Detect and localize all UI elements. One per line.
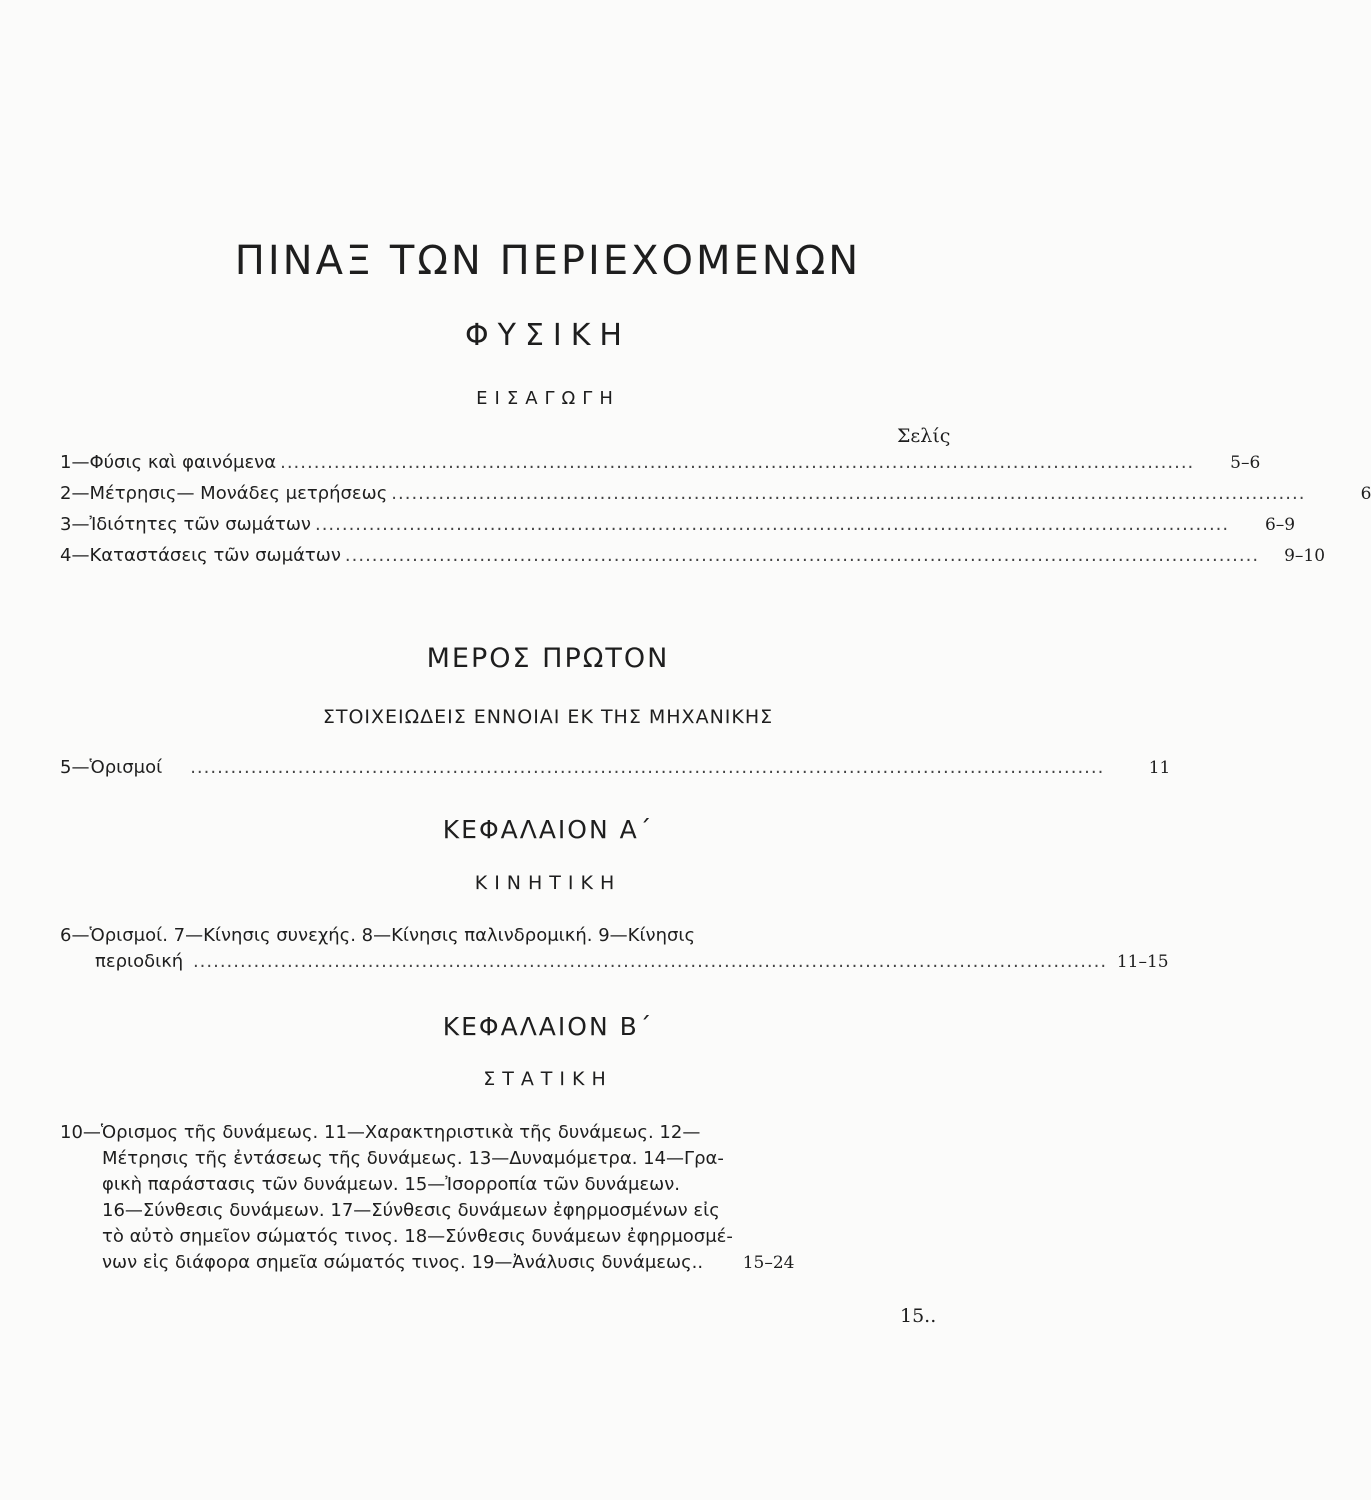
leader-dots: ........................................................................................................................................: [391, 483, 1306, 504]
entry-line-text: νων εἰς διάφορα σημεῖα σώματός τινος. 19—Ἀνάλυσις δυνάμεως..: [102, 1252, 704, 1273]
chapter-b-topic: ΣΤΑΤΙΚΗ: [483, 1068, 613, 1090]
chapter-b-entries: [60, 1120, 950, 1276]
toc-entry-pages: 11: [1148, 758, 1171, 778]
toc-entry-pages: 9–10: [1284, 546, 1326, 566]
toc-entry: [60, 452, 1261, 473]
entry-line-text: περιοδική: [95, 951, 184, 972]
toc-entry-text: 1—Φύσις καὶ φαινόμενα: [60, 452, 277, 473]
leader-dots: ........................................................................................................................................: [280, 452, 1195, 473]
toc-entry-text: 3—Ἰδιότητες τῶν σωμάτων: [60, 514, 311, 535]
leader-dots: ........................................................................................................................................: [192, 951, 1108, 972]
toc-entry: [60, 514, 1296, 535]
entry-line-last: [60, 1250, 950, 1276]
toc-entry-text: 4—Καταστάσεις τῶν σωμάτων: [60, 545, 341, 566]
entry-line-last: [60, 949, 1169, 975]
leader-dots: ........................................................................................................................................: [314, 514, 1230, 535]
entry-line: 6—Ὁρισμοί. 7—Κίνησις συνεχής. 8—Κίνησις παλινδρομική. 9—Κίνησις: [60, 925, 696, 946]
leader-dots: ........................................................................................................................................: [344, 545, 1260, 566]
toc-entry: [60, 757, 1171, 778]
chapter-a-heading: ΚΕΦΑΛΑΙΟΝ Α΄: [442, 815, 654, 844]
toc-entry-pages: 11–15: [1116, 952, 1169, 972]
toc-entry-text: 5—Ὁρισμοί: [60, 757, 163, 778]
toc-entry-pages: 5–6: [1230, 453, 1261, 473]
chapter-b-heading: ΚΕΦΑΛΑΙΟΝ Β΄: [442, 1012, 654, 1041]
entry-line: 16—Σύνθεσις δυνάμεων. 17—Σύνθεσις δυνάμεων ἐφηρμοσμένων εἰς: [102, 1200, 720, 1221]
chapter-a-entries: [60, 923, 1169, 975]
part-one-heading: ΜΕΡΟΣ ΠΡΩΤΟΝ: [426, 643, 670, 674]
entry-line: 10—Ὁρισμος τῆς δυνάμεως. 11—Χαρακτηριστικὰ τῆς δυνάμεως. 12—: [60, 1122, 701, 1143]
entry-line: τὸ αὐτὸ σημεῖον σώματός τινος. 18—Σύνθεσις δυνάμεων ἐφηρμοσμέ-: [102, 1226, 733, 1247]
page-folio: 15..: [900, 1305, 937, 1327]
page-title: ΠΙΝΑΞ ΤΩΝ ΠΕΡΙΕΧΟΜΕΝΩΝ: [234, 238, 862, 284]
leader-space: [713, 1252, 733, 1273]
toc-entry: [60, 545, 1326, 566]
intro-heading: ΕΙΣΑΓΩΓΗ: [476, 388, 620, 409]
part-one-subheading: ΣΤΟΙΧΕΙΩΔΕΙΣ ΕΝΝΟΙΑΙ ΕΚ ΤΗΣ ΜΗΧΑΝΙΚΗΣ: [322, 706, 774, 728]
toc-entry: [60, 483, 1371, 504]
chapter-a-topic: ΚΙΝΗΤΙΚΗ: [474, 872, 622, 894]
entry-line: φικὴ παράστασις τῶν δυνάμεων. 15—Ἰσορροπία τῶν δυνάμεων.: [102, 1174, 680, 1195]
page-column-label: Σελίς: [897, 425, 951, 447]
subject-heading: ΦΥΣΙΚΗ: [465, 318, 631, 353]
toc-entry-pages: 6: [1360, 484, 1371, 504]
leader-dots: ........................................................................................................................................: [190, 757, 1105, 778]
toc-entry-pages: 6–9: [1264, 515, 1296, 535]
entry-line: Μέτρησις τῆς ἐντάσεως τῆς δυνάμεως. 13—Δυναμόμετρα. 14—Γρα-: [102, 1148, 724, 1169]
toc-entry-pages: 15–24: [742, 1253, 795, 1273]
toc-entry-text: 2—Μέτρησις— Μονάδες μετρήσεως: [60, 483, 388, 504]
